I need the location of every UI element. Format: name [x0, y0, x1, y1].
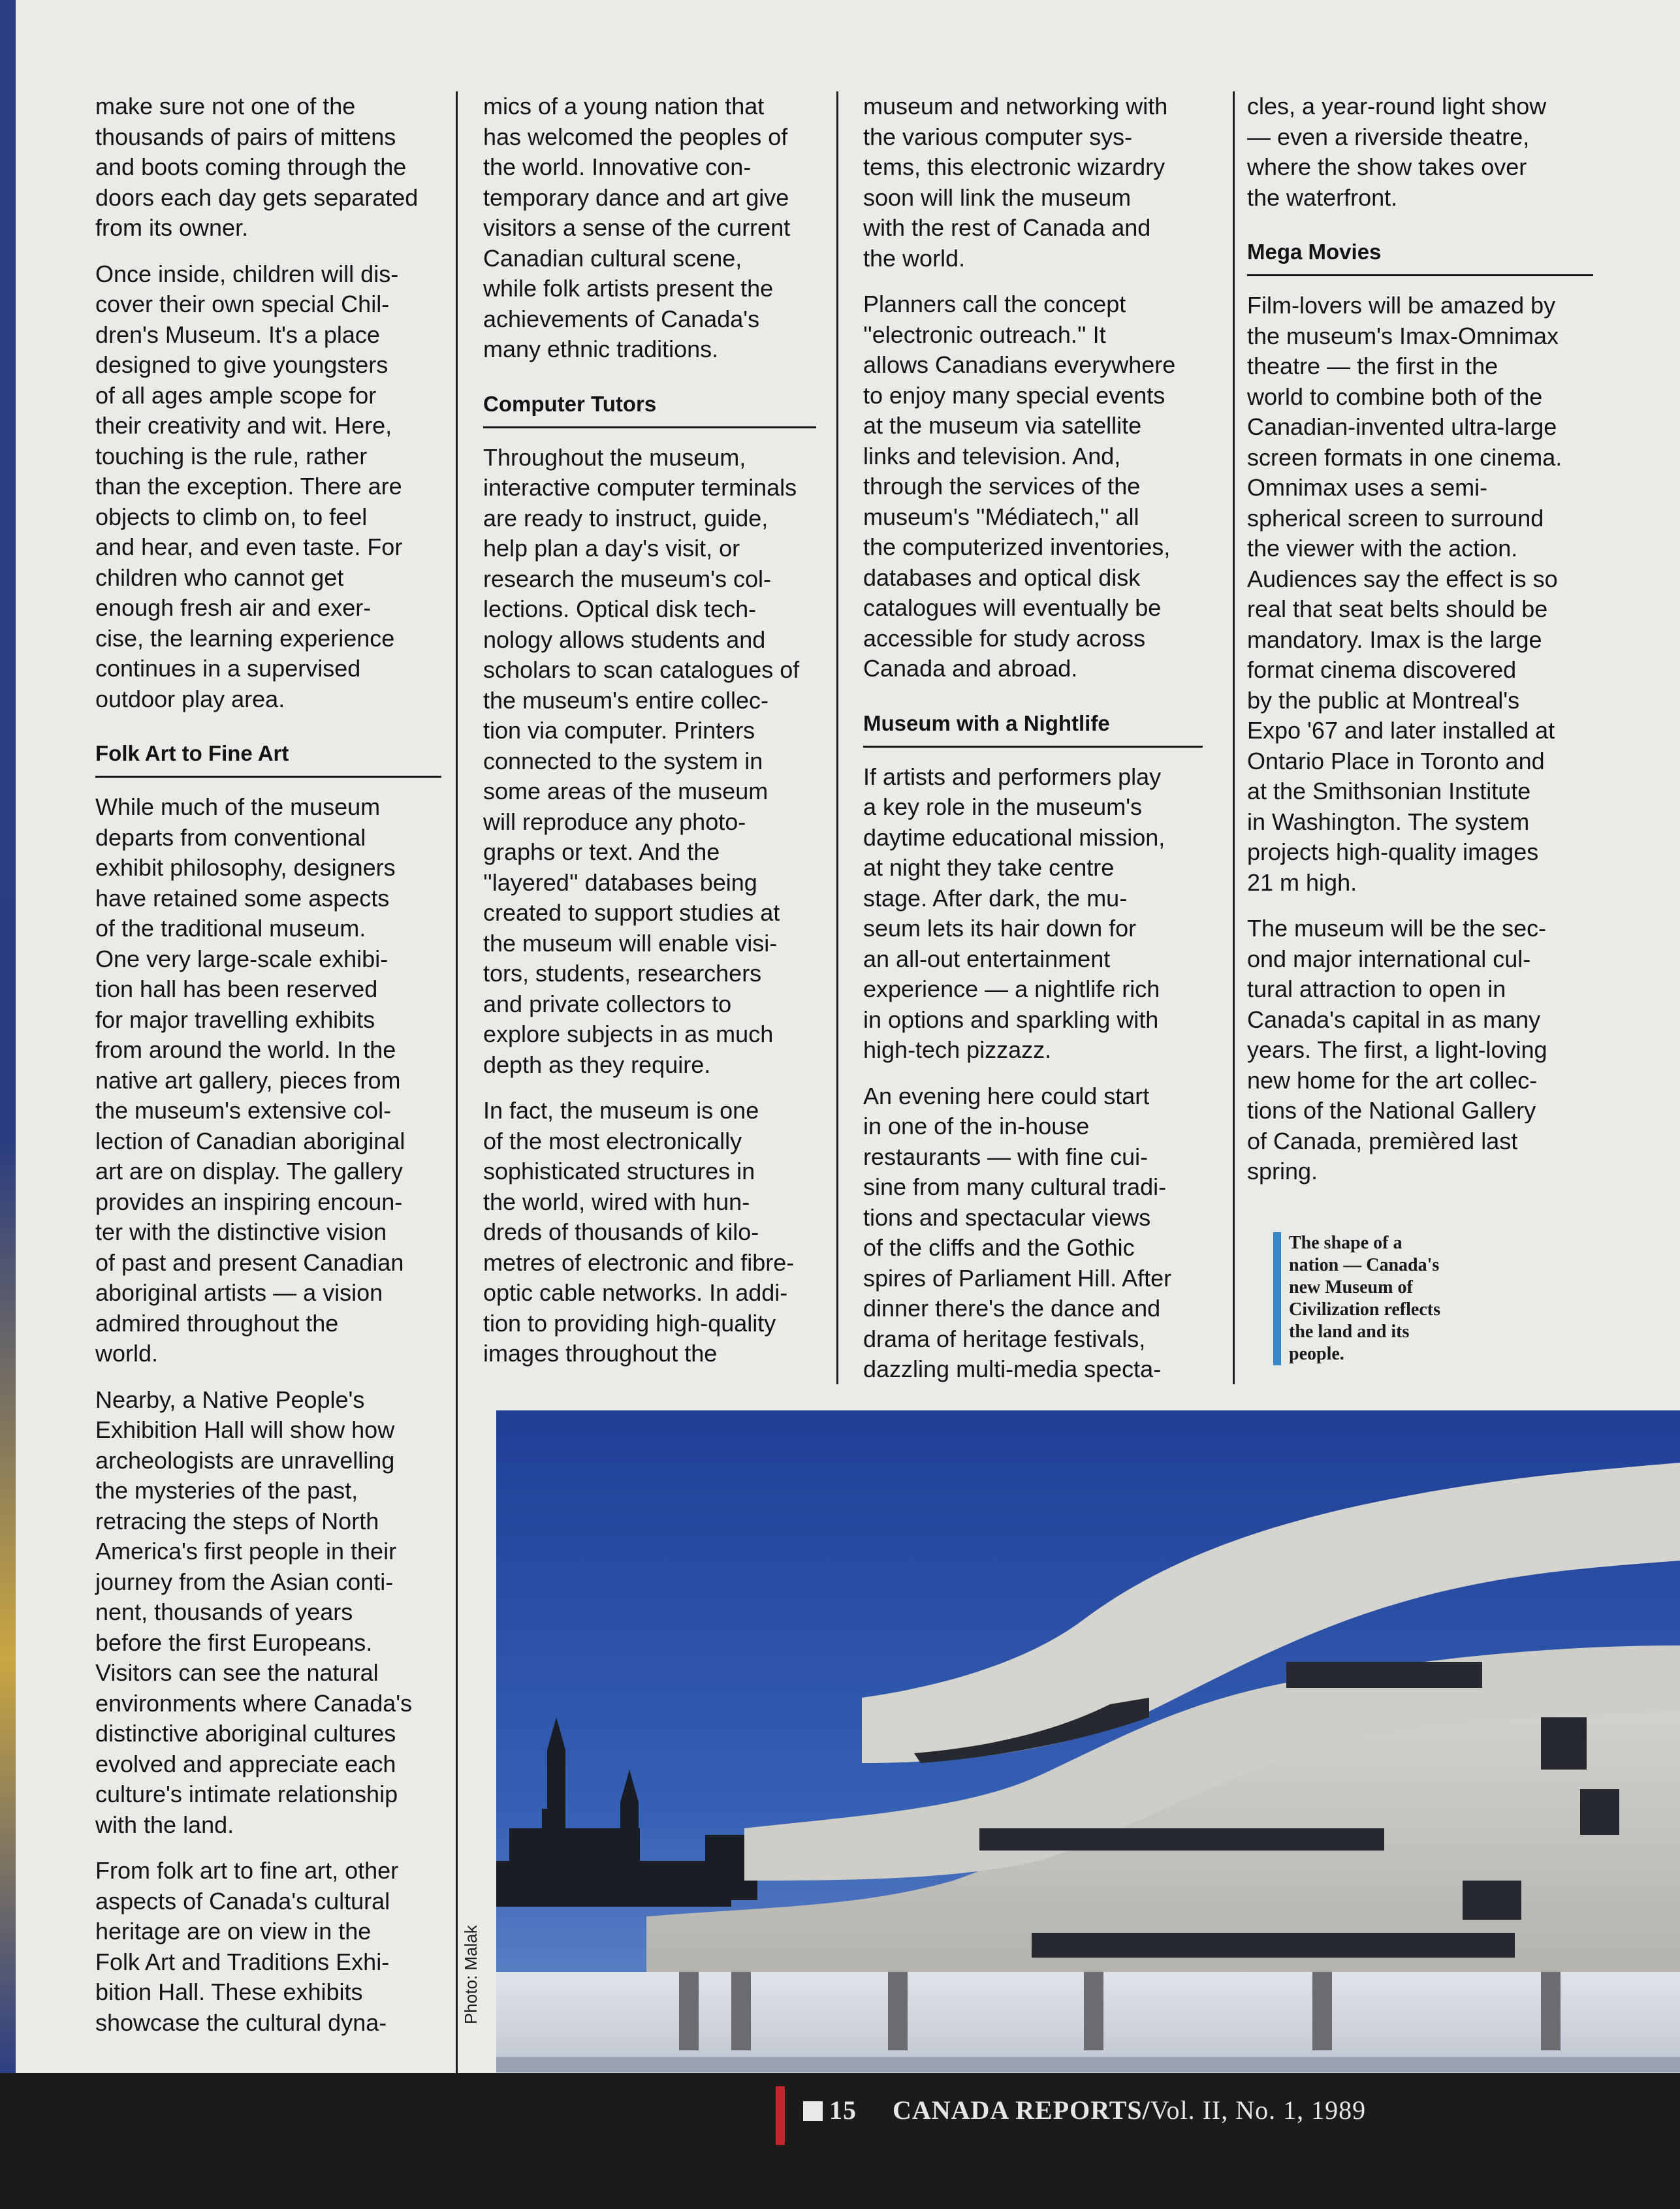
paragraph: make sure not one of the thousands of pairs of mittens and boots coming through the doors each day gets separated from its owner.	[95, 93, 419, 241]
paragraph: Nearby, a Native People's Exhibition Hall will show how archeologists are unravelling the mysteries of the past, retracing the steps of North America's first people in their journey from the Asian conti- nent, thousands of years before the first Europeans. Visitors can see the natural environments where Canada's distinctive aboriginal cultures evolved and appreciate each culture's intimate relationship with the land.	[95, 1386, 413, 1838]
footer-accent-bar	[776, 2086, 785, 2145]
article-column-4	[1247, 91, 1593, 1203]
paragraph: Film-lovers will be amazed by the museum's Imax-Omnimax theatre — the first in the world to combine both of the Canadian-invented ultra-large screen formats in one cinema. Omnimax uses a semi- spherical screen to surround the viewer with the action. Audiences say the effect is so real that seat belts should be mandatory. Imax is the large format cinema discovered by the public at Montreal's Expo '67 and later installed at Ontario Place in Toronto and at the Smithsonian Institute in Washington. The system projects high-quality images 21 m high.	[1247, 292, 1562, 896]
article-column-2	[483, 91, 816, 1385]
paragraph: museum and networking with the various computer sys- tems, this electronic wizardry soon will link the museum with the rest of Canada and the world.	[863, 93, 1168, 272]
publication-name: CANADA REPORTS/	[893, 2095, 1150, 2125]
museum-photo	[496, 1410, 1680, 2073]
footer-text	[829, 2095, 1366, 2125]
paragraph: Planners call the concept ''electronic outreach.'' It allows Canadians everywhere to enjoy many special events at the museum via satellite links and television. And, through the services of the museum's ''Médiatech,'' all the computerized inventories, databases and optical disk catalogues will eventually be accessible for study across Canada and abroad.	[863, 291, 1176, 682]
paragraph: Once inside, children will dis- cover their own special Chil- dren's Museum. It's a place designed to give youngsters of all ages ample scope for their creativity and wit. Here, touching is the rule, rather than the exception. There are objects to climb on, to feel and hear, and even taste. For children who cannot get enough fresh air and exer- cise, the learning experience continues in a supervised outdoor play area.	[95, 260, 403, 712]
column-rule	[456, 91, 458, 2073]
section-heading-folk-art: Folk Art to Fine Art	[95, 740, 441, 778]
paragraph: mics of a young nation that has welcomed the peoples of the world. Innovative con- temporary dance and art give visitors a sense of the current Canadian cultural scene, while folk artists present the achievements of Canada's many ethnic traditions.	[483, 93, 791, 362]
paragraph: An evening here could start in one of the in-house restaurants — with fine cui- sine from many cultural tradi- tions and spectacular views of the cliffs and the Gothic spires of Parliament Hill. After dinner there's the dance and drama of heritage festivals, dazzling multi-media specta-	[863, 1082, 1172, 1382]
paragraph: Throughout the museum, interactive computer terminals are ready to instruct, guide, help plan a day's visit, or research the museum's col- lections. Optical disk tech- nology allows students and scholars to scan catalogues of the museum's entire collec- tion via computer. Printers connected to the system in some areas of the museum will reproduce any photo- graphs or text. And the ''layered'' databases being created to support studies at the museum will enable visi- tors, students, researchers and private collectors to explore subjects in as much depth as they require.	[483, 443, 800, 1078]
section-heading-nightlife: Museum with a Nightlife	[863, 710, 1203, 748]
issue-info: Vol. II, No. 1, 1989	[1150, 2095, 1367, 2125]
column-rule	[1233, 91, 1235, 1384]
paragraph: In fact, the museum is one of the most electronically sophisticated structures in the world, wired with hun- dreds of thousands of kilo- metres of electronic and fibre- optic cable networks. In addi- tion to providing high-quality images throughout the	[483, 1097, 795, 1367]
column-rule	[836, 91, 838, 1384]
photo-credit: Photo: Malak	[461, 1925, 481, 2024]
museum-building-illustration	[496, 1410, 1680, 2073]
paragraph: If artists and performers play a key role in the museum's daytime educational mission, at night they take centre stage. After dark, the mu- seum lets its hair down for an all-out entertainment experience — a nightlife rich in options and sparkling with high-tech pizzazz.	[863, 763, 1165, 1063]
article-column-1	[95, 91, 441, 2054]
article-column-3	[863, 91, 1203, 1401]
paragraph: cles, a year-round light show — even a riverside theatre, where the show takes over the waterfront.	[1247, 93, 1547, 211]
page-number: 15	[829, 2095, 857, 2125]
footer-square-bullet	[803, 2101, 823, 2121]
section-heading-computer-tutors: Computer Tutors	[483, 391, 816, 428]
paragraph: From folk art to fine art, other aspects of Canada's cultural heritage are on view in the Folk Art and Traditions Exhi- bition Hall. These exhibits showcase the cultural dyna-	[95, 1857, 399, 2036]
photo-caption: The shape of a nation — Canada's new Museum of Civilization reflects the land and its people.	[1273, 1232, 1511, 1365]
section-heading-mega-movies: Mega Movies	[1247, 239, 1593, 276]
paragraph: While much of the museum departs from conventional exhibit philosophy, designers have retained some aspects of the traditional museum. One very large-scale exhibi- tion hall has been reserved for major travelling exhibits from around the world. In the native art gallery, pieces from the museum's extensive col- lection of Canadian aboriginal art are on display. The gallery provides an inspiring encoun- ter with the distinctive vision of past and present Canadian aboriginal artists — a vision admired throughout the world.	[95, 793, 405, 1367]
paragraph: The museum will be the sec- ond major international cul- tural attraction to open in Canada's capital in as many years. The first, a light-loving new home for the art collec- tions of the National Gallery of Canada, premièred last spring.	[1247, 915, 1547, 1184]
page-edge-tint	[0, 0, 16, 2073]
page-footer	[0, 2073, 1680, 2209]
